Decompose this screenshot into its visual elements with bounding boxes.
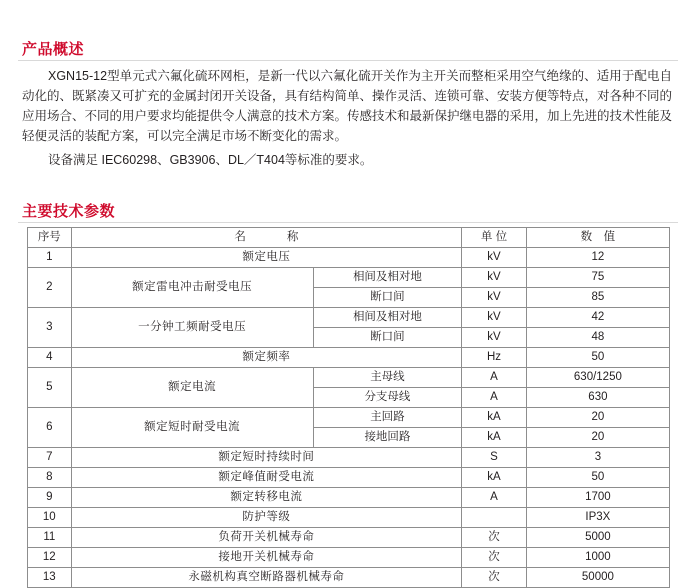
table-row bbox=[28, 548, 670, 568]
specifications-table bbox=[27, 227, 670, 588]
column-header-no: 序号 bbox=[28, 228, 72, 248]
cell-subname: 接地回路 bbox=[313, 428, 462, 448]
cell-value: 20 bbox=[526, 408, 669, 428]
cell-name: 额定短时持续时间 bbox=[71, 448, 462, 468]
cell-unit: 次 bbox=[462, 528, 527, 548]
specs-title: 主要技术参数 bbox=[22, 203, 116, 220]
cell-value: 630 bbox=[526, 388, 669, 408]
cell-value: 630/1250 bbox=[526, 368, 669, 388]
cell-unit: kV bbox=[462, 308, 527, 328]
cell-value: 12 bbox=[526, 248, 669, 268]
cell-subname: 相间及相对地 bbox=[313, 268, 462, 288]
cell-no: 13 bbox=[28, 568, 72, 588]
table-row bbox=[28, 248, 670, 268]
table-row bbox=[28, 408, 670, 428]
column-header-value: 数 值 bbox=[526, 228, 669, 248]
cell-subname: 相间及相对地 bbox=[313, 308, 462, 328]
cell-unit: kA bbox=[462, 428, 527, 448]
cell-value: 1700 bbox=[526, 488, 669, 508]
cell-name: 负荷开关机械寿命 bbox=[71, 528, 462, 548]
cell-value: 3 bbox=[526, 448, 669, 468]
cell-name: 额定电压 bbox=[71, 248, 462, 268]
cell-subname: 主回路 bbox=[313, 408, 462, 428]
cell-no: 11 bbox=[28, 528, 72, 548]
cell-unit: A bbox=[462, 388, 527, 408]
cell-value: 42 bbox=[526, 308, 669, 328]
table-row bbox=[28, 468, 670, 488]
cell-unit: kV bbox=[462, 268, 527, 288]
cell-no: 2 bbox=[28, 268, 72, 308]
cell-unit: kA bbox=[462, 408, 527, 428]
cell-name: 一分钟工频耐受电压 bbox=[71, 308, 313, 348]
cell-value: 75 bbox=[526, 268, 669, 288]
cell-value: 5000 bbox=[526, 528, 669, 548]
cell-subname: 断口间 bbox=[313, 328, 462, 348]
divider-specs bbox=[18, 222, 678, 223]
table-header-row bbox=[28, 228, 670, 248]
cell-name: 额定转移电流 bbox=[71, 488, 462, 508]
cell-value: 50 bbox=[526, 348, 669, 368]
table-row bbox=[28, 508, 670, 528]
cell-subname: 分支母线 bbox=[313, 388, 462, 408]
table-row bbox=[28, 448, 670, 468]
cell-unit bbox=[462, 508, 527, 528]
table-row bbox=[28, 348, 670, 368]
cell-name: 额定峰值耐受电流 bbox=[71, 468, 462, 488]
cell-no: 8 bbox=[28, 468, 72, 488]
cell-name: 接地开关机械寿命 bbox=[71, 548, 462, 568]
cell-name: 额定电流 bbox=[71, 368, 313, 408]
table-row bbox=[28, 488, 670, 508]
cell-unit: kA bbox=[462, 468, 527, 488]
cell-value: 48 bbox=[526, 328, 669, 348]
cell-value: 50 bbox=[526, 468, 669, 488]
cell-no: 5 bbox=[28, 368, 72, 408]
table-row bbox=[28, 368, 670, 388]
cell-no: 1 bbox=[28, 248, 72, 268]
cell-no: 7 bbox=[28, 448, 72, 468]
table-row bbox=[28, 528, 670, 548]
cell-unit: A bbox=[462, 368, 527, 388]
cell-name: 额定频率 bbox=[71, 348, 462, 368]
cell-name: 额定雷电冲击耐受电压 bbox=[71, 268, 313, 308]
cell-subname: 主母线 bbox=[313, 368, 462, 388]
cell-unit: Hz bbox=[462, 348, 527, 368]
table-row bbox=[28, 568, 670, 588]
overview-paragraph-1: XGN15-12型单元式六氟化硫环网柜，是新一代以六氟化硫开关作为主开关而整柜采用空气绝缘的、适用于配电自动化的、既紧凑又可扩充的金属封闭开关设备，具有结构简单、操作灵活、连锁可靠、安装方便等特点，对各种不同的应用场合、不同的用户要求均能提供令人满意的技术方案。传感技术和最新保护继电器的采用，加上先进的技术性能及轻便灵活的装配方案，可以完全满足市场不断变化的需求。 bbox=[22, 69, 673, 143]
cell-value: 20 bbox=[526, 428, 669, 448]
column-header-name: 名 称 bbox=[71, 228, 462, 248]
cell-value: 50000 bbox=[526, 568, 669, 588]
overview-paragraph-2: 设备满足 IEC60298、GB3906、DL／T404等标准的要求。 bbox=[48, 153, 373, 167]
cell-name: 额定短时耐受电流 bbox=[71, 408, 313, 448]
cell-value: IP3X bbox=[526, 508, 669, 528]
cell-no: 12 bbox=[28, 548, 72, 568]
page-title: 产品概述 bbox=[22, 41, 85, 58]
column-header-unit: 单 位 bbox=[462, 228, 527, 248]
table-row bbox=[28, 268, 670, 288]
cell-value: 85 bbox=[526, 288, 669, 308]
cell-unit: 次 bbox=[462, 568, 527, 588]
cell-no: 3 bbox=[28, 308, 72, 348]
cell-no: 9 bbox=[28, 488, 72, 508]
cell-no: 10 bbox=[28, 508, 72, 528]
cell-name: 防护等级 bbox=[71, 508, 462, 528]
cell-unit: A bbox=[462, 488, 527, 508]
cell-name: 永磁机构真空断路器机械寿命 bbox=[71, 568, 462, 588]
table-row bbox=[28, 308, 670, 328]
cell-subname: 断口间 bbox=[313, 288, 462, 308]
divider-overview bbox=[18, 60, 678, 61]
cell-unit: kV bbox=[462, 288, 527, 308]
cell-no: 4 bbox=[28, 348, 72, 368]
cell-unit: kV bbox=[462, 248, 527, 268]
cell-unit: kV bbox=[462, 328, 527, 348]
cell-unit: 次 bbox=[462, 548, 527, 568]
cell-value: 1000 bbox=[526, 548, 669, 568]
cell-no: 6 bbox=[28, 408, 72, 448]
cell-unit: S bbox=[462, 448, 527, 468]
